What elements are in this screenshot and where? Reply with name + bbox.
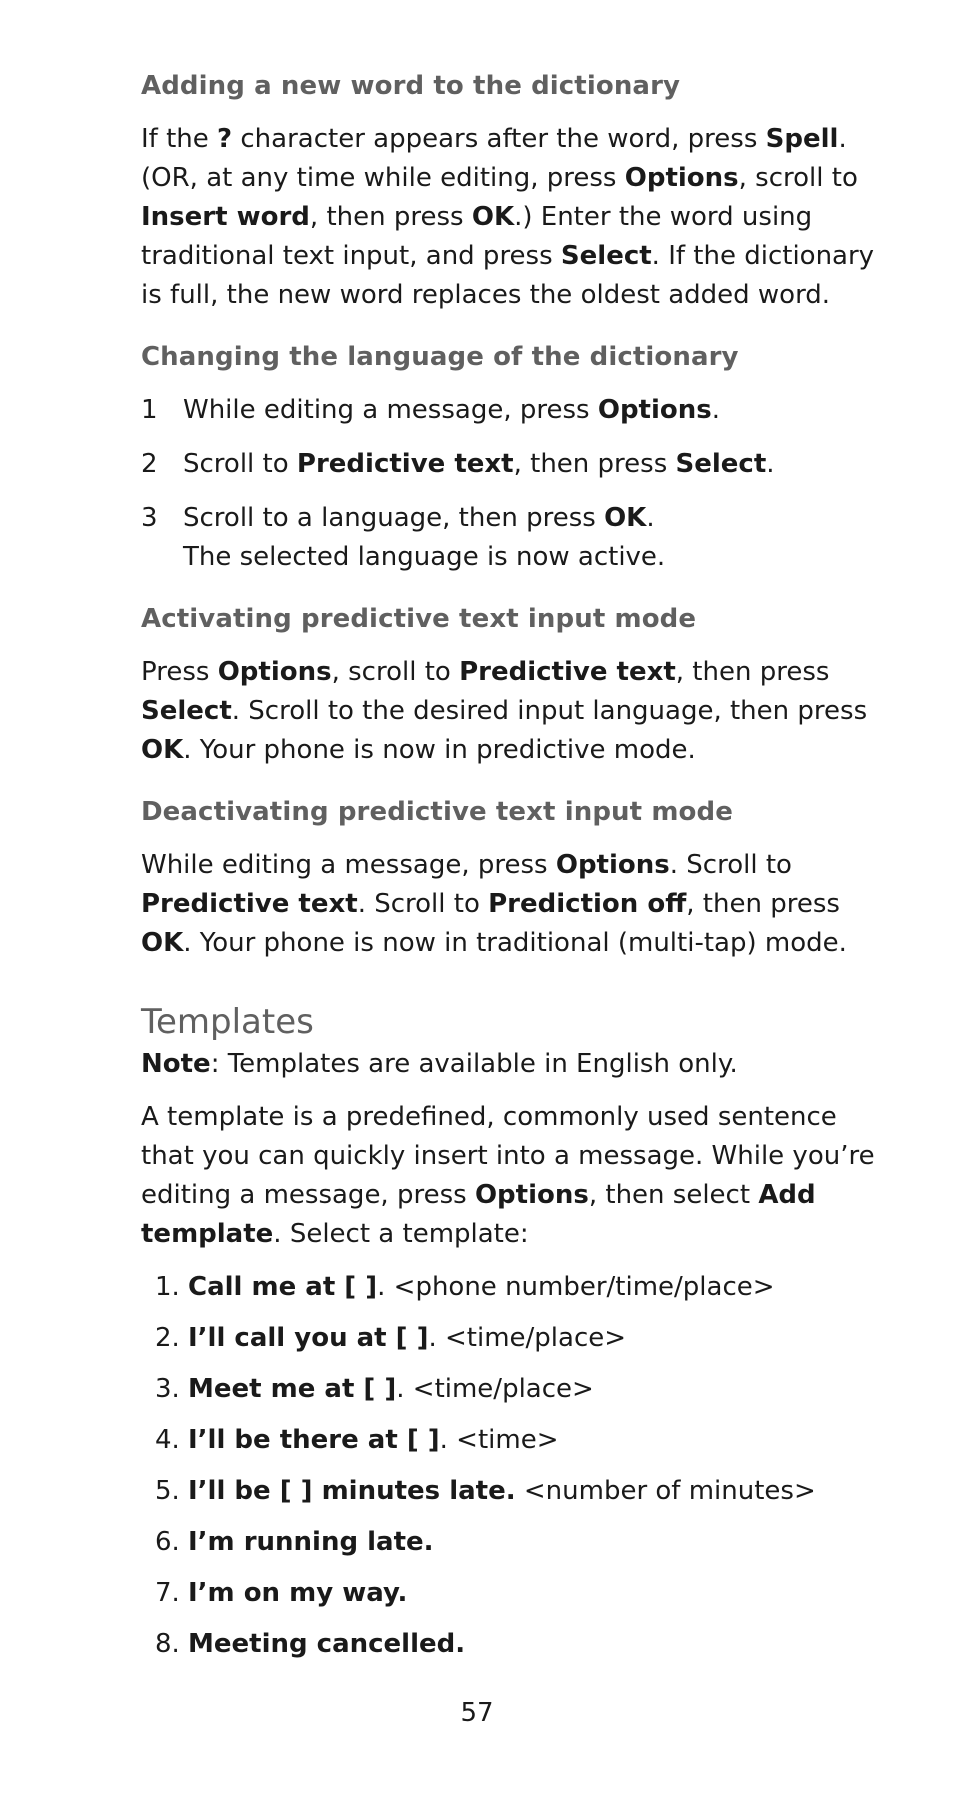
- template-hint: <number of minutes>: [515, 1476, 816, 1506]
- list-item: [141, 1523, 881, 1562]
- text-run: . Scroll to: [357, 889, 489, 919]
- template-hint: . <time/place>: [428, 1323, 627, 1353]
- bold-term: Select: [560, 241, 652, 271]
- template-hint: . <phone number/time/place>: [377, 1272, 775, 1302]
- text-run: . Scroll to: [669, 850, 792, 880]
- step-text: [183, 395, 720, 425]
- list-number: 3.: [155, 1374, 180, 1404]
- list-item: [141, 1268, 881, 1307]
- bold-term: Options: [555, 850, 670, 880]
- text-run: : Templates are available in English only.: [210, 1049, 738, 1079]
- text-run: . Your phone is now in predictive mode.: [183, 735, 696, 765]
- section-heading-change-language: Changing the language of the dictionary: [141, 342, 739, 372]
- page-content: [141, 66, 881, 1664]
- text-run: , then press: [675, 657, 830, 687]
- page-number: 57: [460, 1698, 494, 1728]
- step-number: 2: [141, 449, 158, 479]
- templates-list: [141, 1268, 881, 1664]
- bold-term: Select: [141, 696, 232, 726]
- template-text: I’m on my way.: [188, 1578, 408, 1608]
- text-run: If the: [141, 124, 218, 154]
- bold-term: OK: [141, 735, 184, 765]
- text-run: .) Enter the word using traditional text input, and press: [141, 202, 813, 271]
- step-note: The selected language is now active.: [183, 542, 666, 572]
- text-run: .: [646, 503, 655, 533]
- list-item: [141, 1574, 881, 1613]
- text-run: A template is a predefined, commonly used sentence that you can quickly insert into a message. While you’re editing a message, press: [141, 1102, 875, 1210]
- bold-term: Prediction off: [488, 889, 687, 919]
- list-item: [141, 1625, 881, 1664]
- templates-title: Templates: [141, 1002, 314, 1042]
- text-run: .: [766, 449, 775, 479]
- add-word-paragraph: [141, 120, 881, 315]
- text-run: .: [711, 395, 721, 425]
- text-run: Scroll to a language, then press: [183, 503, 605, 533]
- template-text: I’ll be there at [ ]: [188, 1425, 440, 1455]
- text-run: , scroll to: [331, 657, 460, 687]
- templates-intro: [141, 1098, 881, 1254]
- step-text: [183, 449, 775, 479]
- template-hint: . <time>: [439, 1425, 559, 1455]
- list-number: 6.: [155, 1527, 180, 1557]
- step-item: [141, 391, 881, 430]
- bold-term: Predictive text: [296, 449, 514, 479]
- text-run: While editing a message, press: [141, 850, 556, 880]
- text-run: character appears after the word, press: [232, 124, 766, 154]
- bold-term: Options: [217, 657, 332, 687]
- bold-term: Options: [597, 395, 712, 425]
- step-text: [183, 503, 655, 533]
- deactivate-paragraph: [141, 846, 881, 963]
- step-item: [141, 445, 881, 484]
- text-run: . Scroll to the desired input language, then press: [231, 696, 868, 726]
- text-run: , then press: [309, 202, 472, 232]
- template-hint: . <time/place>: [396, 1374, 594, 1404]
- section-heading-deactivate: Deactivating predictive text input mode: [141, 797, 733, 827]
- step-number: 1: [141, 395, 158, 425]
- list-item: [141, 1472, 881, 1511]
- bold-term: OK: [471, 202, 515, 232]
- bold-term: ?: [217, 124, 233, 154]
- list-item: [141, 1370, 881, 1409]
- template-text: Meet me at [ ]: [188, 1374, 397, 1404]
- bold-term: Add template: [141, 1180, 816, 1249]
- text-run: . Your phone is now in traditional (multi-tap) mode.: [183, 928, 847, 958]
- step-item: [141, 499, 881, 577]
- activate-paragraph: [141, 653, 881, 770]
- template-text: I’ll call you at [ ]: [188, 1323, 429, 1353]
- bold-term: Options: [624, 163, 739, 193]
- template-text: Meeting cancelled.: [188, 1629, 466, 1659]
- bold-term: Note: [141, 1049, 211, 1079]
- text-run: . (OR, at any time while editing, press: [141, 124, 847, 193]
- text-run: , then press: [513, 449, 676, 479]
- bold-term: Insert word: [141, 202, 310, 232]
- template-text: I’m running late.: [188, 1527, 434, 1557]
- text-run: . If the dictionary is full, the new word replaces the oldest added word.: [141, 241, 875, 310]
- section-heading-add-word: Adding a new word to the dictionary: [141, 71, 681, 101]
- bold-term: Select: [675, 449, 767, 479]
- template-text: Call me at [ ]: [188, 1272, 378, 1302]
- bold-term: OK: [141, 928, 184, 958]
- bold-term: OK: [604, 503, 647, 533]
- bold-term: Options: [474, 1180, 589, 1210]
- text-run: Press: [141, 657, 218, 687]
- bold-term: Predictive text: [459, 657, 676, 687]
- text-run: , then press: [686, 889, 840, 919]
- text-run: Scroll to: [183, 449, 297, 479]
- text-run: While editing a message, press: [183, 395, 598, 425]
- bold-term: Predictive text: [141, 889, 358, 919]
- bold-term: Spell: [765, 124, 839, 154]
- step-number: 3: [141, 503, 158, 533]
- list-number: 1.: [155, 1272, 180, 1302]
- list-item: [141, 1421, 881, 1460]
- templates-note: [141, 1045, 881, 1084]
- list-item: [141, 1319, 881, 1358]
- list-number: 2.: [155, 1323, 180, 1353]
- list-number: 5.: [155, 1476, 180, 1506]
- template-text: I’ll be [ ] minutes late.: [188, 1476, 516, 1506]
- list-number: 4.: [155, 1425, 180, 1455]
- list-number: 8.: [155, 1629, 180, 1659]
- text-run: . Select a template:: [273, 1219, 529, 1249]
- text-run: , then select: [588, 1180, 759, 1210]
- list-number: 7.: [155, 1578, 180, 1608]
- text-run: , scroll to: [738, 163, 858, 193]
- section-heading-activate: Activating predictive text input mode: [141, 604, 697, 634]
